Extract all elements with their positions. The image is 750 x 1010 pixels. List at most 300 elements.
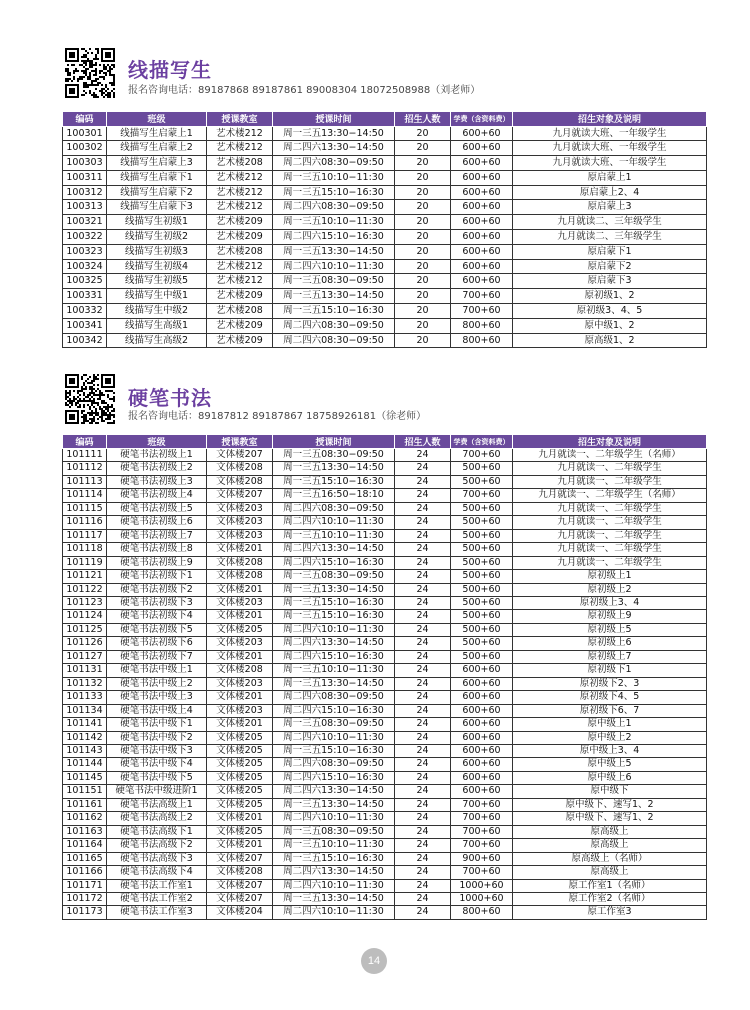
enrollment-cell: 20 — [395, 259, 451, 274]
contact-info: 报名咨询电话：89187868 89187861 89008304 18072508988（刘老师） — [128, 85, 481, 96]
room-cell: 文体楼207 — [207, 879, 273, 892]
qr-code-icon — [65, 374, 115, 424]
enrollment-cell: 24 — [395, 677, 451, 690]
class-cell: 硬笔书法初级上2 — [107, 462, 207, 475]
class-cell: 线描写生启蒙下1 — [107, 170, 207, 185]
time-cell: 周二四六13:30−14:50 — [273, 785, 395, 798]
target-cell: 原初级下2、3 — [513, 677, 707, 690]
fee-cell: 600+60 — [451, 274, 513, 289]
class-cell: 线描写生初级2 — [107, 230, 207, 245]
time-cell: 周二四六15:10−16:30 — [273, 704, 395, 717]
class-cell: 硬笔书法中级上1 — [107, 664, 207, 677]
fee-cell: 800+60 — [451, 333, 513, 348]
fee-cell: 600+60 — [451, 731, 513, 744]
code-cell: 101113 — [63, 475, 107, 488]
enrollment-cell: 24 — [395, 489, 451, 502]
fee-cell: 500+60 — [451, 583, 513, 596]
fee-cell: 700+60 — [451, 812, 513, 825]
enrollment-cell: 24 — [395, 529, 451, 542]
room-cell: 文体楼204 — [207, 906, 273, 919]
fee-cell: 1000+60 — [451, 892, 513, 905]
room-cell: 艺术楼212 — [207, 141, 273, 156]
enrollment-cell: 24 — [395, 771, 451, 784]
room-cell: 艺术楼208 — [207, 304, 273, 319]
enrollment-cell: 24 — [395, 825, 451, 838]
class-cell: 硬笔书法中级下3 — [107, 744, 207, 757]
class-cell: 硬笔书法中级上3 — [107, 691, 207, 704]
class-cell: 硬笔书法初级上9 — [107, 556, 207, 569]
code-cell: 101145 — [63, 771, 107, 784]
code-cell: 101133 — [63, 691, 107, 704]
header-enrollment: 招生人数 — [395, 112, 451, 126]
time-cell: 周二四六13:30−14:50 — [273, 543, 395, 556]
target-cell: 原启蒙下2 — [513, 259, 707, 274]
class-cell: 线描写生启蒙上1 — [107, 126, 207, 141]
table-row — [63, 731, 707, 744]
target-cell: 原初级上9 — [513, 610, 707, 623]
class-cell: 硬笔书法初级上7 — [107, 529, 207, 542]
table-row — [63, 502, 707, 515]
fee-cell: 700+60 — [451, 449, 513, 462]
class-cell: 硬笔书法初级上1 — [107, 449, 207, 462]
fee-cell: 500+60 — [451, 556, 513, 569]
table-row — [63, 758, 707, 771]
class-cell: 线描写生初级5 — [107, 274, 207, 289]
table-row — [63, 852, 707, 865]
room-cell: 文体楼205 — [207, 623, 273, 636]
code-cell: 100302 — [63, 141, 107, 156]
table-row — [63, 462, 707, 475]
fee-cell: 600+60 — [451, 244, 513, 259]
code-cell: 101126 — [63, 637, 107, 650]
code-cell: 101166 — [63, 866, 107, 879]
target-cell: 原工作室3 — [513, 906, 707, 919]
class-cell: 硬笔书法中级下4 — [107, 758, 207, 771]
enrollment-cell: 24 — [395, 718, 451, 731]
fee-cell: 500+60 — [451, 516, 513, 529]
class-cell: 硬笔书法初级上3 — [107, 475, 207, 488]
enrollment-cell: 24 — [395, 758, 451, 771]
code-cell: 101162 — [63, 812, 107, 825]
enrollment-cell: 24 — [395, 650, 451, 663]
room-cell: 文体楼207 — [207, 892, 273, 905]
code-cell: 101124 — [63, 610, 107, 623]
target-cell: 九月就读一、二年级学生 — [513, 475, 707, 488]
class-cell: 硬笔书法工作室3 — [107, 906, 207, 919]
time-cell: 周二四六08:30−09:50 — [273, 318, 395, 333]
class-cell: 线描写生初级4 — [107, 259, 207, 274]
code-cell: 101144 — [63, 758, 107, 771]
table-row — [63, 529, 707, 542]
time-cell: 周一三五10:10−11:30 — [273, 839, 395, 852]
class-cell: 线描写生启蒙上3 — [107, 156, 207, 171]
time-cell: 周二四六10:10−11:30 — [273, 516, 395, 529]
enrollment-cell: 20 — [395, 244, 451, 259]
header-time: 授课时间 — [273, 112, 395, 126]
code-cell: 101111 — [63, 449, 107, 462]
fee-cell: 900+60 — [451, 852, 513, 865]
code-cell: 100303 — [63, 156, 107, 171]
enrollment-cell: 24 — [395, 852, 451, 865]
fee-cell: 1000+60 — [451, 879, 513, 892]
target-cell: 原初级上5 — [513, 623, 707, 636]
time-cell: 周二四六15:10−16:30 — [273, 230, 395, 245]
time-cell: 周一三五13:30−14:50 — [273, 677, 395, 690]
time-cell: 周二四六13:30−14:50 — [273, 866, 395, 879]
room-cell: 文体楼201 — [207, 583, 273, 596]
class-cell: 硬笔书法高级上1 — [107, 798, 207, 811]
code-cell: 101117 — [63, 529, 107, 542]
enrollment-cell: 24 — [395, 596, 451, 609]
code-cell: 101141 — [63, 718, 107, 731]
fee-cell: 500+60 — [451, 637, 513, 650]
room-cell: 文体楼201 — [207, 839, 273, 852]
room-cell: 文体楼208 — [207, 475, 273, 488]
target-cell: 原启蒙上2、4 — [513, 185, 707, 200]
fee-cell: 600+60 — [451, 718, 513, 731]
code-cell: 101132 — [63, 677, 107, 690]
enrollment-cell: 24 — [395, 812, 451, 825]
class-cell: 线描写生中级1 — [107, 289, 207, 304]
table-row — [63, 244, 707, 259]
class-cell: 线描写生高级2 — [107, 333, 207, 348]
table-row — [63, 583, 707, 596]
table-row — [63, 596, 707, 609]
code-cell: 100301 — [63, 126, 107, 141]
header-room: 授课教室 — [207, 112, 273, 126]
table-row — [63, 200, 707, 215]
target-cell: 九月就读一、二年级学生 — [513, 543, 707, 556]
time-cell: 周一三五16:50−18:10 — [273, 489, 395, 502]
fee-cell: 700+60 — [451, 866, 513, 879]
table-row — [63, 691, 707, 704]
table-row — [63, 839, 707, 852]
target-cell: 原中级上2 — [513, 731, 707, 744]
table-row — [63, 570, 707, 583]
enrollment-cell: 20 — [395, 274, 451, 289]
time-cell: 周二四六15:10−16:30 — [273, 650, 395, 663]
code-cell: 101121 — [63, 570, 107, 583]
time-cell: 周一三五15:10−16:30 — [273, 185, 395, 200]
room-cell: 文体楼208 — [207, 866, 273, 879]
class-cell: 硬笔书法中级进阶1 — [107, 785, 207, 798]
target-cell: 原初级上2 — [513, 583, 707, 596]
time-cell: 周二四六10:10−11:30 — [273, 731, 395, 744]
target-cell: 九月就读大班、一年级学生 — [513, 141, 707, 156]
time-cell: 周一三五13:30−14:50 — [273, 798, 395, 811]
target-cell: 原中级上3、4 — [513, 744, 707, 757]
enrollment-cell: 24 — [395, 623, 451, 636]
enrollment-cell: 24 — [395, 475, 451, 488]
fee-cell: 500+60 — [451, 610, 513, 623]
target-cell: 原高级1、2 — [513, 333, 707, 348]
target-cell: 原初级1、2 — [513, 289, 707, 304]
target-cell: 九月就读一、二年级学生（名师） — [513, 489, 707, 502]
class-cell: 线描写生高级1 — [107, 318, 207, 333]
code-cell: 100341 — [63, 318, 107, 333]
header-class: 班级 — [107, 435, 207, 449]
enrollment-cell: 24 — [395, 731, 451, 744]
target-cell: 九月就读一、二年级学生 — [513, 502, 707, 515]
time-cell: 周一三五08:30−09:50 — [273, 718, 395, 731]
room-cell: 文体楼207 — [207, 449, 273, 462]
code-cell: 100311 — [63, 170, 107, 185]
fee-cell: 700+60 — [451, 825, 513, 838]
class-cell: 硬笔书法初级上4 — [107, 489, 207, 502]
contact-info: 报名咨询电话：89187812 89187867 18758926181（徐老师） — [128, 411, 427, 422]
table-row — [63, 126, 707, 141]
enrollment-cell: 24 — [395, 583, 451, 596]
time-cell: 周一三五08:30−09:50 — [273, 274, 395, 289]
class-cell: 硬笔书法初级上8 — [107, 543, 207, 556]
fee-cell: 600+60 — [451, 704, 513, 717]
time-cell: 周二四六15:10−16:30 — [273, 771, 395, 784]
header-class: 班级 — [107, 112, 207, 126]
enrollment-cell: 24 — [395, 449, 451, 462]
header-enrollment: 招生人数 — [395, 435, 451, 449]
target-cell: 九月就读一、二年级学生 — [513, 462, 707, 475]
time-cell: 周一三五15:10−16:30 — [273, 744, 395, 757]
target-cell: 原中级上1 — [513, 718, 707, 731]
table-row — [63, 623, 707, 636]
room-cell: 文体楼201 — [207, 650, 273, 663]
time-cell: 周二四六10:10−11:30 — [273, 259, 395, 274]
target-cell: 原工作室1（名师） — [513, 879, 707, 892]
fee-cell: 500+60 — [451, 596, 513, 609]
target-cell: 原初级下6、7 — [513, 704, 707, 717]
fee-cell: 600+60 — [451, 215, 513, 230]
class-cell: 硬笔书法工作室1 — [107, 879, 207, 892]
table-row — [63, 516, 707, 529]
room-cell: 艺术楼209 — [207, 230, 273, 245]
target-cell: 原中级下、速写1、2 — [513, 812, 707, 825]
time-cell: 周一三五10:10−11:30 — [273, 215, 395, 230]
table-row — [63, 333, 707, 348]
fee-cell: 700+60 — [451, 289, 513, 304]
target-cell: 九月就读大班、一年级学生 — [513, 156, 707, 171]
target-cell: 原启蒙上3 — [513, 200, 707, 215]
fee-cell: 600+60 — [451, 126, 513, 141]
class-cell: 硬笔书法初级上6 — [107, 516, 207, 529]
fee-cell: 600+60 — [451, 259, 513, 274]
table-row — [63, 812, 707, 825]
enrollment-cell: 24 — [395, 866, 451, 879]
room-cell: 文体楼208 — [207, 664, 273, 677]
code-cell: 100331 — [63, 289, 107, 304]
time-cell: 周一三五13:30−14:50 — [273, 126, 395, 141]
fee-cell: 500+60 — [451, 502, 513, 515]
fee-cell: 800+60 — [451, 318, 513, 333]
room-cell: 文体楼205 — [207, 744, 273, 757]
class-cell: 线描写生中级2 — [107, 304, 207, 319]
code-cell: 100321 — [63, 215, 107, 230]
fee-cell: 600+60 — [451, 170, 513, 185]
room-cell: 文体楼208 — [207, 462, 273, 475]
code-cell: 101163 — [63, 825, 107, 838]
class-cell: 线描写生初级1 — [107, 215, 207, 230]
section-title: 线描写生 — [128, 58, 212, 82]
enrollment-cell: 24 — [395, 785, 451, 798]
code-cell: 101171 — [63, 879, 107, 892]
time-cell: 周一三五13:30−14:50 — [273, 462, 395, 475]
time-cell: 周二四六08:30−09:50 — [273, 758, 395, 771]
target-cell: 原启蒙上1 — [513, 170, 707, 185]
class-cell: 硬笔书法初级下4 — [107, 610, 207, 623]
header-target: 招生对象及说明 — [513, 112, 707, 126]
room-cell: 艺术楼212 — [207, 126, 273, 141]
table-row — [63, 215, 707, 230]
time-cell: 周一三五10:10−11:30 — [273, 529, 395, 542]
target-cell: 九月就读二、三年级学生 — [513, 230, 707, 245]
table-row — [63, 637, 707, 650]
fee-cell: 500+60 — [451, 570, 513, 583]
fee-cell: 800+60 — [451, 906, 513, 919]
enrollment-cell: 20 — [395, 141, 451, 156]
code-cell: 100322 — [63, 230, 107, 245]
fee-cell: 500+60 — [451, 543, 513, 556]
time-cell: 周一三五08:30−09:50 — [273, 570, 395, 583]
target-cell: 原中级上5 — [513, 758, 707, 771]
target-cell: 原初级上6 — [513, 637, 707, 650]
enrollment-cell: 24 — [395, 906, 451, 919]
time-cell: 周一三五15:10−16:30 — [273, 475, 395, 488]
class-cell: 硬笔书法初级下3 — [107, 596, 207, 609]
room-cell: 文体楼205 — [207, 785, 273, 798]
fee-cell: 600+60 — [451, 785, 513, 798]
fee-cell: 700+60 — [451, 304, 513, 319]
time-cell: 周一三五15:10−16:30 — [273, 610, 395, 623]
room-cell: 艺术楼208 — [207, 156, 273, 171]
room-cell: 文体楼203 — [207, 637, 273, 650]
fee-cell: 500+60 — [451, 475, 513, 488]
code-cell: 101115 — [63, 502, 107, 515]
fee-cell: 500+60 — [451, 623, 513, 636]
room-cell: 艺术楼209 — [207, 289, 273, 304]
enrollment-cell: 24 — [395, 570, 451, 583]
header-room: 授课教室 — [207, 435, 273, 449]
code-cell: 101164 — [63, 839, 107, 852]
table-row — [63, 141, 707, 156]
table-row — [63, 556, 707, 569]
room-cell: 文体楼205 — [207, 771, 273, 784]
room-cell: 文体楼203 — [207, 516, 273, 529]
room-cell: 艺术楼209 — [207, 215, 273, 230]
enrollment-cell: 20 — [395, 200, 451, 215]
enrollment-cell: 24 — [395, 879, 451, 892]
time-cell: 周一三五15:10−16:30 — [273, 596, 395, 609]
fee-cell: 600+60 — [451, 758, 513, 771]
code-cell: 101125 — [63, 623, 107, 636]
room-cell: 文体楼203 — [207, 704, 273, 717]
code-cell: 101118 — [63, 543, 107, 556]
class-cell: 硬笔书法高级下2 — [107, 839, 207, 852]
time-cell: 周二四六13:30−14:50 — [273, 141, 395, 156]
enrollment-cell: 20 — [395, 170, 451, 185]
time-cell: 周二四六10:10−11:30 — [273, 879, 395, 892]
class-cell: 硬笔书法中级下1 — [107, 718, 207, 731]
room-cell: 艺术楼212 — [207, 170, 273, 185]
table-row — [63, 304, 707, 319]
header-time: 授课时间 — [273, 435, 395, 449]
class-cell: 硬笔书法高级下3 — [107, 852, 207, 865]
time-cell: 周二四六08:30−09:50 — [273, 691, 395, 704]
enrollment-cell: 24 — [395, 637, 451, 650]
table-row — [63, 798, 707, 811]
target-cell: 原初级下1 — [513, 664, 707, 677]
enrollment-cell: 20 — [395, 289, 451, 304]
class-cell: 硬笔书法中级下5 — [107, 771, 207, 784]
section-hard-pen-calligraphy — [62, 374, 706, 934]
class-cell: 硬笔书法高级上2 — [107, 812, 207, 825]
code-cell: 100324 — [63, 259, 107, 274]
code-cell: 100313 — [63, 200, 107, 215]
table-row — [63, 906, 707, 919]
target-cell: 原启蒙下1 — [513, 244, 707, 259]
table-row — [63, 170, 707, 185]
table-row — [63, 475, 707, 488]
enrollment-cell: 24 — [395, 839, 451, 852]
enrollment-cell: 20 — [395, 304, 451, 319]
table-row — [63, 718, 707, 731]
code-cell: 101119 — [63, 556, 107, 569]
target-cell: 原启蒙下3 — [513, 274, 707, 289]
class-cell: 线描写生启蒙下3 — [107, 200, 207, 215]
target-cell: 原工作室2（名师） — [513, 892, 707, 905]
room-cell: 文体楼203 — [207, 502, 273, 515]
room-cell: 文体楼207 — [207, 852, 273, 865]
room-cell: 文体楼201 — [207, 610, 273, 623]
table-row — [63, 610, 707, 623]
table-row — [63, 489, 707, 502]
schedule-table — [62, 435, 707, 920]
code-cell: 100332 — [63, 304, 107, 319]
class-cell: 硬笔书法中级上2 — [107, 677, 207, 690]
enrollment-cell: 24 — [395, 462, 451, 475]
code-cell: 101116 — [63, 516, 107, 529]
time-cell: 周二四六15:10−16:30 — [273, 556, 395, 569]
time-cell: 周二四六08:30−09:50 — [273, 502, 395, 515]
enrollment-cell: 24 — [395, 610, 451, 623]
code-cell: 101172 — [63, 892, 107, 905]
code-cell: 101112 — [63, 462, 107, 475]
target-cell: 原初级上1 — [513, 570, 707, 583]
room-cell: 文体楼208 — [207, 570, 273, 583]
time-cell: 周一三五08:30−09:50 — [273, 449, 395, 462]
code-cell: 101142 — [63, 731, 107, 744]
fee-cell: 600+60 — [451, 200, 513, 215]
room-cell: 艺术楼212 — [207, 185, 273, 200]
room-cell: 文体楼201 — [207, 812, 273, 825]
code-cell: 101134 — [63, 704, 107, 717]
code-cell: 101131 — [63, 664, 107, 677]
target-cell: 原初级3、4、5 — [513, 304, 707, 319]
enrollment-cell: 20 — [395, 215, 451, 230]
header-target: 招生对象及说明 — [513, 435, 707, 449]
room-cell: 文体楼203 — [207, 677, 273, 690]
class-cell: 硬笔书法初级下7 — [107, 650, 207, 663]
target-cell: 原高级上 — [513, 825, 707, 838]
room-cell: 文体楼208 — [207, 556, 273, 569]
code-cell: 100312 — [63, 185, 107, 200]
class-cell: 硬笔书法初级下5 — [107, 623, 207, 636]
table-row — [63, 892, 707, 905]
class-cell: 硬笔书法中级上4 — [107, 704, 207, 717]
code-cell: 100342 — [63, 333, 107, 348]
room-cell: 文体楼205 — [207, 825, 273, 838]
class-cell: 硬笔书法初级下1 — [107, 570, 207, 583]
room-cell: 文体楼201 — [207, 691, 273, 704]
code-cell: 101165 — [63, 852, 107, 865]
